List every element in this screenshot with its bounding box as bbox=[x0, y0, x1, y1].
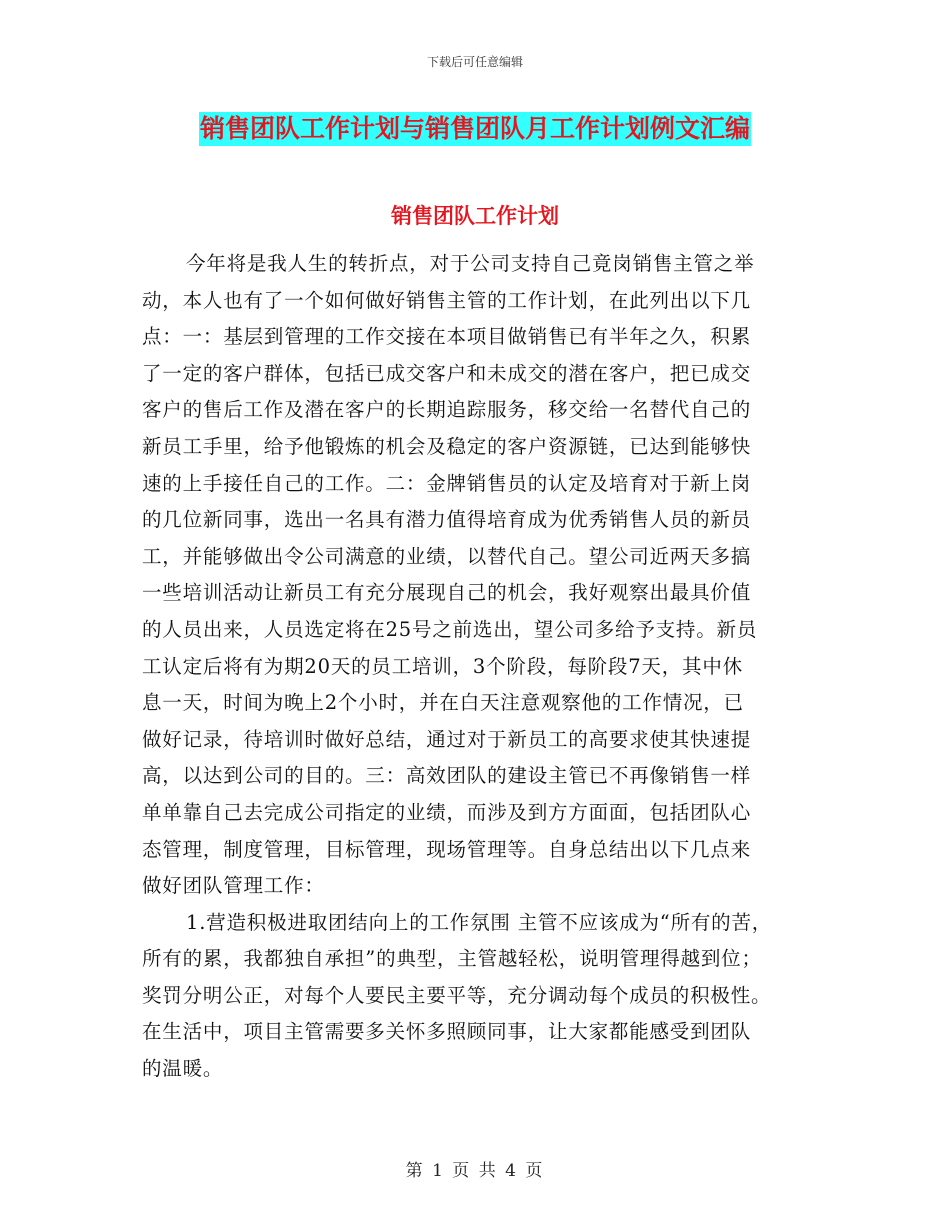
paragraph-line: 所有的累，我都独自承担”的典型，主管越轻松，说明管理得越到位； bbox=[142, 947, 762, 971]
document-title-container bbox=[0, 112, 950, 146]
paragraph-line: 一些培训活动让新员工有充分展现自己的机会，我好观察出最具价值 bbox=[142, 581, 752, 605]
paragraph-line: 动，本人也有了一个如何做好销售主管的工作计划，在此列出以下几 bbox=[142, 288, 752, 312]
paragraph-line: 的人员出来，人员选定将在25号之前选出，望公司多给予支持。新员 bbox=[142, 617, 758, 641]
paragraph-line: 点：一：基层到管理的工作交接在本项目做销售已有半年之久，积累 bbox=[142, 325, 752, 349]
paragraph-line: 速的上手接任自己的工作。二：金牌销售员的认定及培育对于新上岗 bbox=[142, 471, 752, 495]
paragraph-line: 在生活中，项目主管需要多关怀多照顾同事，让大家都能感受到团队 bbox=[142, 1020, 752, 1044]
document-title: 销售团队工作计划与销售团队月工作计划例文汇编 bbox=[199, 112, 751, 146]
paragraph-line: 单单靠自己去完成公司指定的业绩，而涉及到方方面面，包括团队心 bbox=[142, 800, 752, 824]
paragraph-line: 的温暖。 bbox=[142, 1057, 224, 1081]
paragraph-line: 的几位新同事，选出一名具有潜力值得培育成为优秀销售人员的新员 bbox=[142, 508, 752, 532]
page-header-note: 下载后可任意编辑 bbox=[426, 55, 523, 69]
paragraph-line: 工认定后将有为期20天的员工培训，3个阶段，每阶段7天，其中休 bbox=[142, 654, 743, 678]
paragraph-line: 了一定的客户群体，包括已成交客户和未成交的潜在客户，把已成交 bbox=[142, 361, 752, 385]
paragraph-line: 息一天，时间为晚上2个小时，并在白天注意观察他的工作情况，已 bbox=[142, 691, 744, 715]
paragraph-line: 态管理，制度管理，目标管理，现场管理等。自身总结出以下几点来 bbox=[142, 837, 752, 861]
section-title: 销售团队工作计划 bbox=[391, 204, 559, 228]
paragraph-line: 新员工手里，给予他锻炼的机会及稳定的客户资源链，已达到能够快 bbox=[142, 434, 752, 458]
paragraph-line: 客户的售后工作及潜在客户的长期追踪服务，移交给一名替代自己的 bbox=[142, 398, 752, 422]
paragraph-line: 今年将是我人生的转折点，对于公司支持自己竟岗销售主管之举 bbox=[186, 252, 755, 275]
body-text bbox=[142, 246, 832, 1088]
paragraph-line: 1.营造积极进取团结向上的工作氛围 主管不应该成为“所有的苦， bbox=[186, 910, 773, 934]
paragraph-line: 奖罚分明公正，对每个人要民主要平等，充分调动每个成员的积极性。 bbox=[142, 983, 772, 1007]
page-number-footer: 第 1 页 共 4 页 bbox=[405, 1161, 545, 1181]
paragraph-line: 做好团队管理工作： bbox=[142, 874, 325, 898]
paragraph-line: 高，以达到公司的目的。三：高效团队的建设主管已不再像销售一样 bbox=[142, 764, 752, 788]
paragraph-line: 工，并能够做出令公司满意的业绩，以替代自己。望公司近两天多搞 bbox=[142, 544, 752, 568]
paragraph-line: 做好记录，待培训时做好总结，通过对于新员工的高要求使其快速提 bbox=[142, 727, 752, 751]
